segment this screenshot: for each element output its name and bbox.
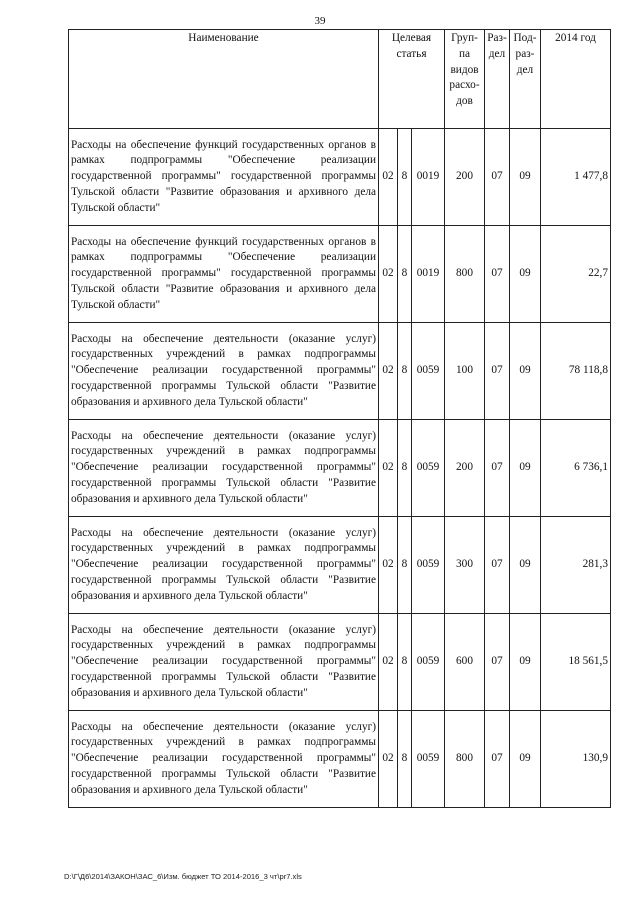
row-amount: 130,9 <box>541 711 611 808</box>
header-year: 2014 год <box>541 30 611 129</box>
header-group-line: па <box>458 47 471 60</box>
footer-file-path: D:\Г\Д6\2014\ЗАКОН\ЗАС_6\Изм. бюджет ТО 2014-2016_3 чт\pr7.xls <box>64 872 302 881</box>
header-group-line: дов <box>456 95 473 108</box>
row-section: 07 <box>485 323 510 420</box>
row-amount: 6 736,1 <box>541 420 611 517</box>
row-article-part1: 02 <box>379 323 398 420</box>
row-article-part2: 8 <box>398 420 412 517</box>
row-article-part3: 0059 <box>412 420 445 517</box>
row-amount: 18 561,5 <box>541 614 611 711</box>
header-section <box>485 30 510 129</box>
row-group: 600 <box>445 614 485 711</box>
header-target-article-text: Целевая статья <box>391 32 432 60</box>
row-article-part3: 0059 <box>412 711 445 808</box>
row-article-part3: 0059 <box>412 323 445 420</box>
header-subsection-line: Под- <box>513 32 537 44</box>
row-group: 200 <box>445 129 485 226</box>
row-article-part1: 02 <box>379 517 398 614</box>
row-name: Расходы на обеспечение деятельности (оказание услуг) государственных учреждений в рамках подпрограммы "Обеспечение реализации государственной программы" государственной программы Тульской области "Развитие образования и архивного дела Тульской области" <box>69 323 379 420</box>
row-subsection: 09 <box>510 614 541 711</box>
row-article-part1: 02 <box>379 420 398 517</box>
row-section: 07 <box>485 129 510 226</box>
row-group: 200 <box>445 420 485 517</box>
row-group: 800 <box>445 711 485 808</box>
row-name: Расходы на обеспечение деятельности (оказание услуг) государственных учреждений в рамках подпрограммы "Обеспечение реализации государственной программы" государственной программы Тульской области "Развитие образования и архивного дела Тульской области" <box>69 517 379 614</box>
row-article-part2: 8 <box>398 226 412 323</box>
row-subsection: 09 <box>510 323 541 420</box>
row-group: 800 <box>445 226 485 323</box>
header-subsection-line: раз- <box>515 47 535 60</box>
table-row <box>69 711 611 808</box>
table-header-row <box>69 30 611 129</box>
budget-table <box>68 29 611 808</box>
row-article-part2: 8 <box>398 614 412 711</box>
table-row <box>69 420 611 517</box>
header-subsection-line: дел <box>516 63 534 76</box>
row-subsection: 09 <box>510 517 541 614</box>
row-article-part2: 8 <box>398 711 412 808</box>
row-article-part3: 0019 <box>412 226 445 323</box>
header-group-line: расхо- <box>449 79 480 92</box>
row-subsection: 09 <box>510 129 541 226</box>
row-subsection: 09 <box>510 711 541 808</box>
row-article-part3: 0019 <box>412 129 445 226</box>
row-subsection: 09 <box>510 226 541 323</box>
row-article-part2: 8 <box>398 323 412 420</box>
table-row <box>69 323 611 420</box>
row-name: Расходы на обеспечение функций государственных органов в рамках подпрограммы "Обеспечение реализации государственной программы" государственной программы Тульской области "Развитие образования и архивного дела Тульской области" <box>69 129 379 226</box>
row-group: 300 <box>445 517 485 614</box>
header-group <box>445 30 485 129</box>
row-amount: 281,3 <box>541 517 611 614</box>
row-article-part1: 02 <box>379 614 398 711</box>
row-article-part2: 8 <box>398 517 412 614</box>
row-article-part1: 02 <box>379 129 398 226</box>
row-article-part3: 0059 <box>412 614 445 711</box>
table-body <box>69 129 611 808</box>
row-article-part1: 02 <box>379 226 398 323</box>
row-article-part2: 8 <box>398 129 412 226</box>
row-name: Расходы на обеспечение деятельности (оказание услуг) государственных учреждений в рамках подпрограммы "Обеспечение реализации государственной программы" государственной программы Тульской области "Развитие образования и архивного дела Тульской области" <box>69 420 379 517</box>
table-row <box>69 226 611 323</box>
row-section: 07 <box>485 614 510 711</box>
header-section-line: дел <box>488 47 506 60</box>
page-number: 39 <box>314 15 326 27</box>
row-amount: 1 477,8 <box>541 129 611 226</box>
header-target-article <box>379 30 445 129</box>
row-name: Расходы на обеспечение функций государственных органов в рамках подпрограммы "Обеспечение реализации государственной программы" государственной программы Тульской области "Развитие образования и архивного дела Тульской области" <box>69 226 379 323</box>
row-section: 07 <box>485 420 510 517</box>
row-article-part1: 02 <box>379 711 398 808</box>
row-section: 07 <box>485 711 510 808</box>
row-name: Расходы на обеспечение деятельности (оказание услуг) государственных учреждений в рамках подпрограммы "Обеспечение реализации государственной программы" государственной программы Тульской области "Развитие образования и архивного дела Тульской области" <box>69 614 379 711</box>
row-name: Расходы на обеспечение деятельности (оказание услуг) государственных учреждений в рамках подпрограммы "Обеспечение реализации государственной программы" государственной программы Тульской области "Развитие образования и архивного дела Тульской области" <box>69 711 379 808</box>
row-section: 07 <box>485 226 510 323</box>
row-group: 100 <box>445 323 485 420</box>
header-name: Наименование <box>69 30 379 129</box>
header-group-line: Груп- <box>451 32 478 44</box>
row-amount: 78 118,8 <box>541 323 611 420</box>
row-subsection: 09 <box>510 420 541 517</box>
header-section-line: Раз- <box>487 32 507 44</box>
row-amount: 22,7 <box>541 226 611 323</box>
header-group-line: видов <box>450 63 479 76</box>
row-section: 07 <box>485 517 510 614</box>
table-row <box>69 614 611 711</box>
table-row <box>69 129 611 226</box>
table-row <box>69 517 611 614</box>
row-article-part3: 0059 <box>412 517 445 614</box>
header-subsection <box>510 30 541 129</box>
